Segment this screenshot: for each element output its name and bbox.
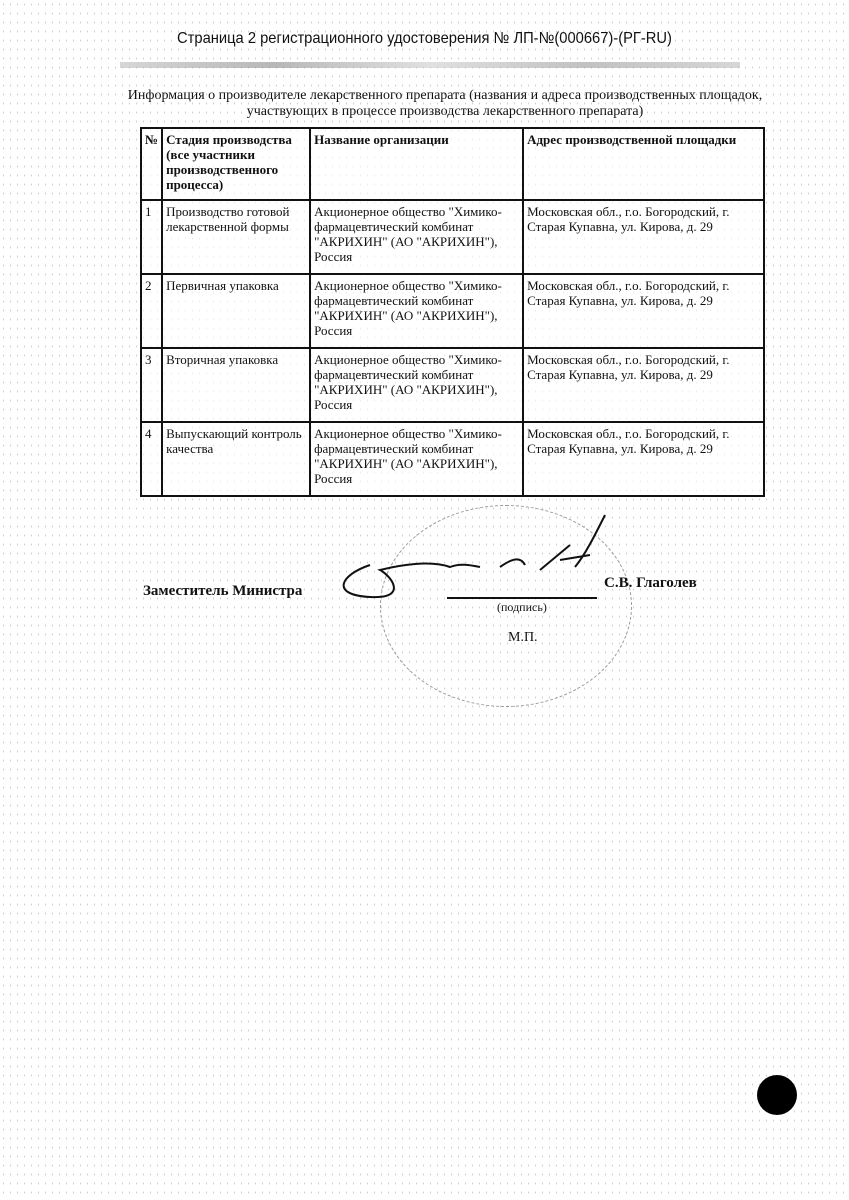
cell-address: Московская обл., г.о. Богородский, г. Старая Купавна, ул. Кирова, д. 29 [523, 422, 764, 496]
cell-address: Московская обл., г.о. Богородский, г. Старая Купавна, ул. Кирова, д. 29 [523, 274, 764, 348]
header-number: № [141, 128, 162, 200]
signature-line [447, 597, 597, 599]
cell-stage: Выпускающий контроль качества [162, 422, 310, 496]
page-title: Страница 2 регистрационного удостоверения № ЛП-№(000667)-(РГ-RU) [177, 30, 672, 47]
cell-stage: Производство готовой лекарственной формы [162, 200, 310, 274]
cell-number: 4 [141, 422, 162, 496]
signature-caption: (подпись) [497, 600, 547, 614]
cell-address: Московская обл., г.о. Богородский, г. Старая Купавна, ул. Кирова, д. 29 [523, 348, 764, 422]
header-organization: Название организации [310, 128, 523, 200]
scan-hole-mark [757, 1075, 797, 1115]
seal-place-label: М.П. [508, 630, 538, 645]
table-row [141, 200, 764, 274]
table-row [141, 348, 764, 422]
info-heading: Информация о производителе лекарственного препарата (названия и адреса производственных площадок, участвующих в процессе производства лекарственного препарата) [127, 88, 763, 119]
cell-number: 3 [141, 348, 162, 422]
cell-stage: Первичная упаковка [162, 274, 310, 348]
cell-number: 2 [141, 274, 162, 348]
manufacturer-table [140, 127, 765, 497]
signatory-position: Заместитель Министра [143, 583, 303, 599]
cell-organization: Акционерное общество "Химико-фармацевтический комбинат "АКРИХИН" (АО "АКРИХИН"), Россия [310, 200, 523, 274]
cell-organization: Акционерное общество "Химико-фармацевтический комбинат "АКРИХИН" (АО "АКРИХИН"), Россия [310, 274, 523, 348]
header-address: Адрес производственной площадки [523, 128, 764, 200]
cell-number: 1 [141, 200, 162, 274]
signatory-name: С.В. Глаголев [604, 575, 697, 591]
header-stage: Стадия производства (все участники производственного процесса) [162, 128, 310, 200]
cell-address: Московская обл., г.о. Богородский, г. Старая Купавна, ул. Кирова, д. 29 [523, 200, 764, 274]
table-header-row [141, 128, 764, 200]
table-row [141, 422, 764, 496]
cell-stage: Вторичная упаковка [162, 348, 310, 422]
handwritten-signature [330, 505, 630, 605]
scan-artifact [120, 62, 740, 68]
cell-organization: Акционерное общество "Химико-фармацевтический комбинат "АКРИХИН" (АО "АКРИХИН"), Россия [310, 422, 523, 496]
table-row [141, 274, 764, 348]
cell-organization: Акционерное общество "Химико-фармацевтический комбинат "АКРИХИН" (АО "АКРИХИН"), Россия [310, 348, 523, 422]
